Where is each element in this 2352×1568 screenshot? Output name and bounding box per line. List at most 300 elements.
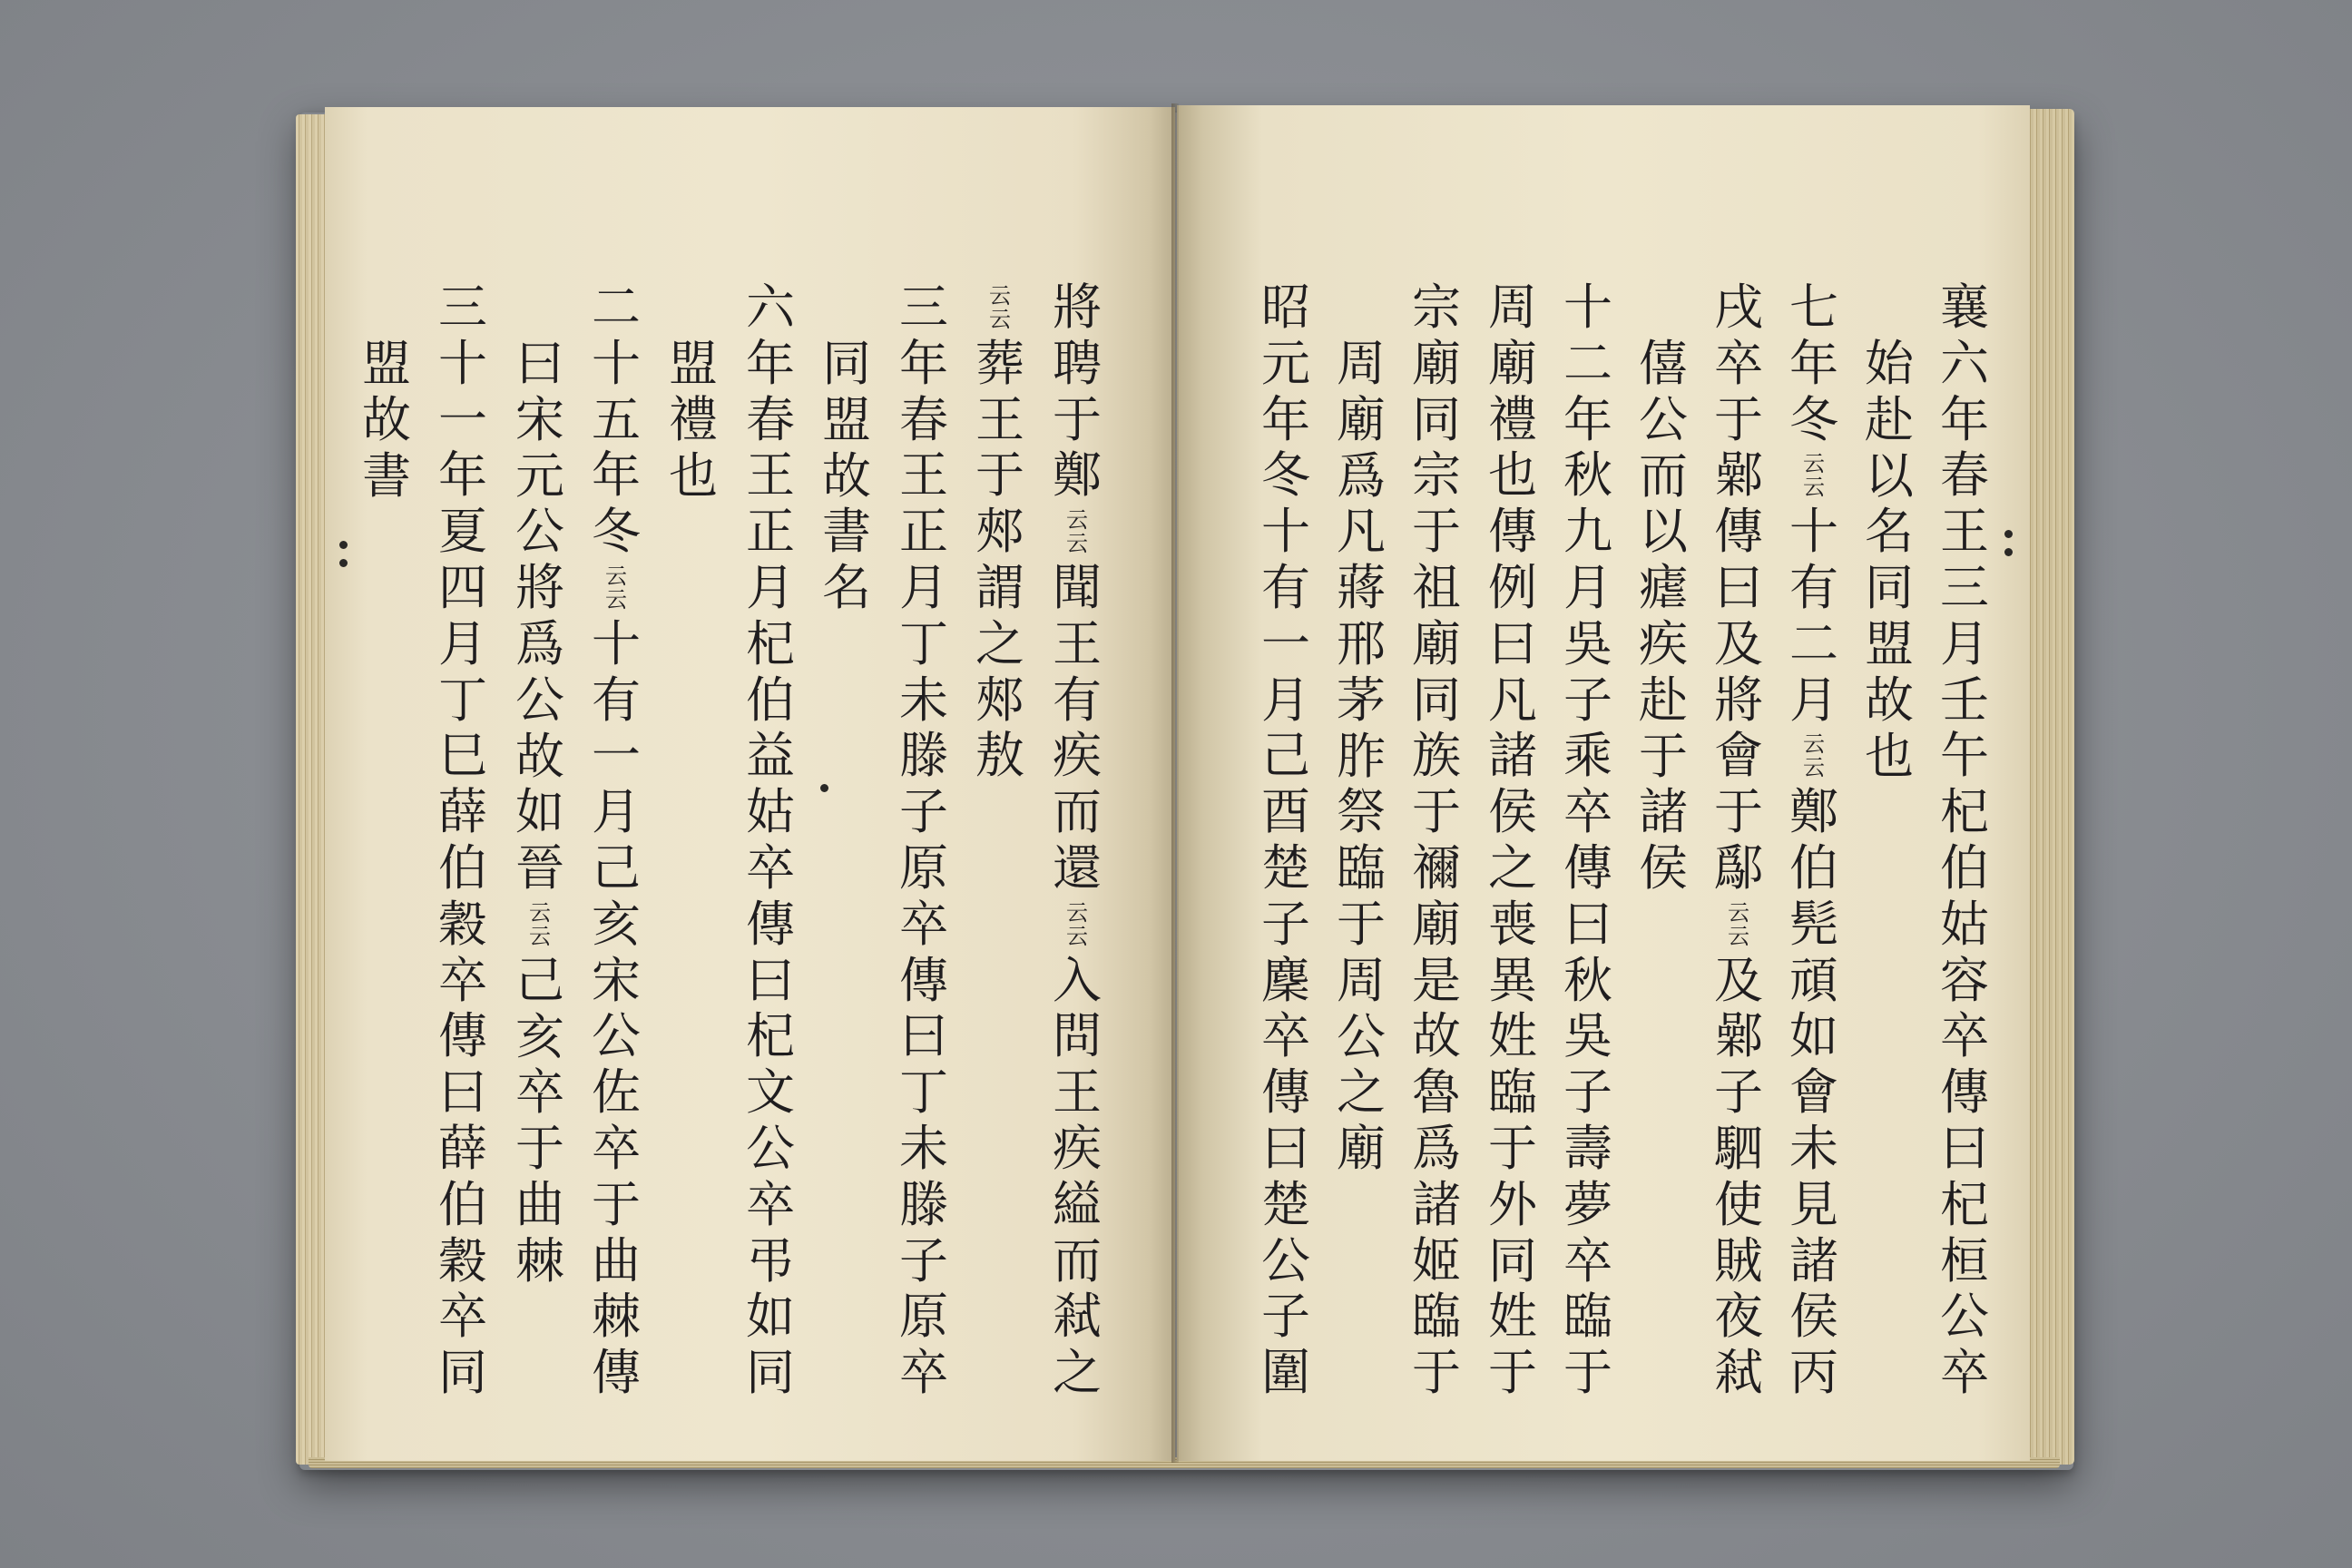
- character: 鄭: [1789, 783, 1838, 841]
- character: 諸: [1789, 1231, 1838, 1289]
- character: 丁: [899, 614, 948, 672]
- character: 以: [1865, 446, 1914, 505]
- text-column: [358, 336, 415, 504]
- character: 子: [1714, 1063, 1763, 1122]
- character: 原: [899, 838, 948, 897]
- character: 將: [1714, 671, 1763, 729]
- character: 姬: [1412, 1231, 1461, 1289]
- character: 如: [1789, 1007, 1838, 1065]
- character: 于: [515, 1120, 564, 1178]
- character: 王: [899, 446, 948, 505]
- character: 杞: [1940, 1175, 1989, 1233]
- character: 于: [1639, 727, 1688, 785]
- character: 傳: [438, 1007, 487, 1065]
- character: 子: [899, 783, 948, 841]
- text-column: [1936, 279, 1993, 1401]
- character: 而: [1639, 446, 1688, 505]
- character: 名: [1865, 503, 1914, 561]
- character: 圍: [1261, 1344, 1310, 1402]
- character: 傳: [592, 1344, 641, 1402]
- character: 亥: [592, 895, 641, 953]
- character: 廟: [1412, 895, 1461, 953]
- character: 十: [1563, 279, 1612, 336]
- character: 春: [899, 390, 948, 448]
- character: 侯: [1789, 1288, 1838, 1346]
- character: 壽: [1563, 1119, 1612, 1177]
- text-column: [1485, 279, 1541, 1401]
- character: 年: [746, 334, 795, 392]
- character: 會: [1714, 727, 1763, 785]
- character: 之: [1053, 1344, 1102, 1402]
- character: 名: [822, 559, 871, 617]
- character: 丙: [1789, 1344, 1838, 1402]
- character: 于: [1412, 1344, 1461, 1402]
- character: 公: [1639, 390, 1688, 448]
- character: 午: [1940, 727, 1989, 785]
- character: 于: [975, 446, 1024, 505]
- character: 薛: [438, 783, 487, 841]
- character: 同: [822, 335, 871, 392]
- character: 姓: [1488, 1007, 1537, 1065]
- character: 鄵: [1714, 446, 1763, 505]
- character: 祭: [1337, 783, 1386, 841]
- character: 棘: [515, 1231, 564, 1289]
- character: 王: [1053, 614, 1102, 672]
- character: 卒: [746, 838, 795, 897]
- character: 疾: [1053, 727, 1102, 785]
- left-page: [325, 107, 1175, 1461]
- character: 卒: [1940, 1344, 1989, 1402]
- character: 之: [975, 614, 1024, 672]
- ink-dot: [2004, 530, 2013, 538]
- character: 子: [899, 1231, 948, 1289]
- character: 于: [1714, 783, 1763, 841]
- character: 傳: [899, 951, 948, 1009]
- character: 滕: [899, 1175, 948, 1233]
- character: 卒: [1714, 334, 1763, 392]
- character: 爲: [1412, 1119, 1461, 1177]
- character: 月: [1789, 671, 1838, 729]
- character: 郟: [975, 503, 1024, 561]
- character: 赴: [1639, 671, 1688, 729]
- character: 之: [1488, 838, 1537, 897]
- character: 穀: [438, 895, 487, 953]
- ink-dot: [339, 541, 348, 549]
- text-column: [1710, 279, 1767, 1401]
- character: 于: [1337, 895, 1386, 953]
- character: 夜: [1714, 1288, 1763, 1346]
- character: 年: [1789, 334, 1838, 392]
- character: 年: [1940, 390, 1989, 448]
- abbreviation-mark: 云云: [1803, 451, 1825, 501]
- character: 于: [1714, 390, 1763, 448]
- character: 于: [1563, 1344, 1612, 1402]
- character: 卒: [746, 1175, 795, 1233]
- character: 卒: [515, 1063, 564, 1122]
- character: 魯: [1412, 1063, 1461, 1122]
- abbreviation-mark: 云云: [1066, 507, 1088, 557]
- ink-dot: [820, 784, 828, 792]
- character: 還: [1053, 838, 1102, 897]
- character: 也: [669, 446, 718, 505]
- character: 盟: [669, 335, 718, 392]
- character: 傳: [1261, 1063, 1310, 1122]
- character: 丁: [899, 1063, 948, 1122]
- character: 凡: [1488, 671, 1537, 729]
- character: 伯: [438, 838, 487, 897]
- character: 曰: [1940, 1119, 1989, 1177]
- character: 襄: [1940, 279, 1989, 336]
- text-column: [818, 336, 875, 616]
- text-column: [1408, 279, 1465, 1401]
- character: 月: [1940, 614, 1989, 672]
- character: 始: [1865, 335, 1914, 392]
- character: 月: [1261, 671, 1310, 729]
- ink-dot: [2004, 548, 2013, 556]
- character: 禰: [1412, 838, 1461, 897]
- character: 禮: [1488, 390, 1537, 448]
- character: 秋: [1563, 446, 1612, 505]
- ink-dot: [339, 559, 348, 567]
- character: 謂: [975, 558, 1024, 616]
- character: 禮: [669, 390, 718, 448]
- character: 年: [899, 334, 948, 392]
- character: 月: [438, 614, 487, 672]
- character: 麇: [1261, 951, 1310, 1009]
- character: 四: [438, 558, 487, 616]
- character: 一: [1261, 614, 1310, 672]
- character: 鄬: [1714, 838, 1763, 897]
- character: 諸: [1488, 727, 1537, 785]
- text-column: [1635, 336, 1691, 897]
- character: 宋: [592, 951, 641, 1009]
- character: 茅: [1337, 671, 1386, 729]
- character: 二: [1563, 334, 1612, 392]
- character: 三: [899, 279, 948, 336]
- character: 有: [1053, 671, 1102, 729]
- character: 二: [592, 279, 641, 336]
- character: 于: [1053, 390, 1102, 448]
- character: 及: [1714, 951, 1763, 1009]
- character: 弔: [746, 1231, 795, 1289]
- character: 宗: [1412, 446, 1461, 505]
- character: 將: [515, 559, 564, 617]
- character: 姓: [1488, 1288, 1537, 1346]
- character: 己: [1261, 727, 1310, 785]
- character: 公: [515, 671, 564, 729]
- character: 戌: [1714, 279, 1763, 336]
- character: 年: [1563, 390, 1612, 448]
- character: 元: [515, 446, 564, 505]
- character: 以: [1639, 503, 1688, 561]
- character: 五: [592, 390, 641, 448]
- character: 年: [438, 446, 487, 505]
- character: 七: [1789, 279, 1838, 336]
- character: 同: [438, 1344, 487, 1402]
- character: 王: [1940, 503, 1989, 561]
- character: 曰: [1563, 895, 1612, 953]
- character: 盟: [362, 335, 411, 392]
- character: 如: [515, 783, 564, 841]
- character: 也: [1865, 727, 1914, 785]
- character: 將: [1053, 279, 1102, 336]
- character: 卒: [1261, 1007, 1310, 1065]
- character: 子: [1563, 1063, 1612, 1122]
- character: 例: [1488, 558, 1537, 616]
- character: 杞: [1940, 783, 1989, 841]
- character: 春: [746, 390, 795, 448]
- character: 楚: [1261, 1175, 1310, 1233]
- character: 敖: [975, 727, 1024, 785]
- character: 原: [899, 1288, 948, 1346]
- character: 凡: [1337, 503, 1386, 561]
- character: 三: [438, 279, 487, 336]
- character: 也: [1488, 446, 1537, 505]
- character: 爲: [1337, 446, 1386, 505]
- character: 廟: [1488, 334, 1537, 392]
- character: 疾: [1053, 1119, 1102, 1177]
- character: 卒: [1563, 1231, 1612, 1289]
- character: 元: [1261, 334, 1310, 392]
- character: 公: [746, 1119, 795, 1177]
- character: 廟: [1337, 390, 1386, 448]
- character: 巳: [438, 727, 487, 785]
- character: 傳: [746, 895, 795, 953]
- character: 杞: [746, 1007, 795, 1065]
- character: 伯: [1940, 838, 1989, 897]
- character: 伯: [438, 1175, 487, 1233]
- character: 曰: [899, 1007, 948, 1065]
- character: 諸: [1412, 1175, 1461, 1233]
- book-fore-edge-right: [2027, 109, 2074, 1465]
- text-column: [1049, 279, 1105, 1401]
- character: 六: [746, 279, 795, 336]
- character: 駟: [1714, 1119, 1763, 1177]
- character: 姑: [746, 783, 795, 841]
- character: 公: [1337, 1007, 1386, 1065]
- character: 邢: [1337, 614, 1386, 672]
- character: 宗: [1412, 279, 1461, 336]
- character: 諸: [1639, 783, 1688, 841]
- character: 曰: [438, 1063, 487, 1122]
- character: 宋: [515, 390, 564, 448]
- character: 佐: [592, 1063, 641, 1122]
- character: 同: [1865, 559, 1914, 617]
- character: 月: [746, 558, 795, 616]
- character: 卒: [438, 1288, 487, 1346]
- character: 見: [1789, 1175, 1838, 1233]
- character: 廟: [1412, 334, 1461, 392]
- character: 鄭: [1053, 446, 1102, 505]
- character: 于: [1488, 1344, 1537, 1402]
- text-column: [1560, 279, 1616, 1401]
- text-column: [1258, 279, 1314, 1401]
- character: 故: [1412, 1007, 1461, 1065]
- character: 未: [899, 671, 948, 729]
- character: 是: [1412, 951, 1461, 1009]
- character: 卒: [1563, 783, 1612, 841]
- character: 卒: [592, 1119, 641, 1177]
- character: 未: [899, 1119, 948, 1177]
- character: 曰: [746, 951, 795, 1009]
- character: 瘧: [1639, 559, 1688, 617]
- character: 故: [822, 446, 871, 505]
- character: 故: [515, 727, 564, 785]
- character: 伯: [1789, 838, 1838, 897]
- character: 六: [1940, 334, 1989, 392]
- character: 周: [1337, 951, 1386, 1009]
- text-column: [665, 336, 721, 504]
- character: 臨: [1563, 1288, 1612, 1346]
- character: 滕: [899, 727, 948, 785]
- character: 蔣: [1337, 559, 1386, 617]
- character: 姑: [1940, 895, 1989, 953]
- character: 月: [1563, 558, 1612, 616]
- character: 祖: [1412, 558, 1461, 616]
- character: 傳: [1563, 838, 1612, 897]
- character: 書: [822, 503, 871, 561]
- character: 公: [1261, 1231, 1310, 1289]
- character: 赴: [1865, 390, 1914, 448]
- character: 廟: [1337, 1120, 1386, 1178]
- character: 頑: [1789, 951, 1838, 1009]
- text-column: [588, 279, 644, 1401]
- character: 有: [1261, 558, 1310, 616]
- character: 異: [1488, 951, 1537, 1009]
- character: 夢: [1563, 1175, 1612, 1233]
- character: 傳: [1714, 503, 1763, 561]
- text-column: [896, 279, 952, 1401]
- character: 桓: [1940, 1231, 1989, 1289]
- character: 十: [1261, 503, 1310, 561]
- character: 年: [592, 446, 641, 505]
- book-fore-edge-left: [296, 114, 327, 1465]
- text-column: [742, 279, 799, 1401]
- character: 于: [592, 1175, 641, 1233]
- character: 十: [592, 334, 641, 392]
- character: 傳: [1940, 1063, 1989, 1122]
- character: 曰: [1714, 558, 1763, 616]
- text-column: [972, 279, 1028, 784]
- character: 三: [1940, 558, 1989, 616]
- character: 盟: [1865, 614, 1914, 672]
- character: 書: [362, 446, 411, 505]
- character: 盟: [822, 390, 871, 448]
- character: 吳: [1563, 1007, 1612, 1065]
- text-column: [1861, 336, 1917, 784]
- text-column: [1333, 336, 1389, 1177]
- character: 月: [899, 558, 948, 616]
- character: 益: [746, 727, 795, 785]
- character: 子: [1563, 671, 1612, 729]
- character: 公: [1940, 1288, 1989, 1346]
- text-column: [435, 279, 491, 1401]
- abbreviation-mark: 云云: [989, 283, 1011, 332]
- character: 酉: [1261, 783, 1310, 841]
- character: 周: [1488, 279, 1537, 336]
- character: 九: [1563, 503, 1612, 561]
- character: 一: [592, 727, 641, 785]
- book-gutter: [1171, 103, 1179, 1463]
- character: 十: [438, 334, 487, 392]
- character: 棘: [592, 1288, 641, 1346]
- character: 吳: [1563, 614, 1612, 672]
- character: 冬: [1789, 390, 1838, 448]
- character: 伯: [746, 671, 795, 729]
- character: 族: [1412, 727, 1461, 785]
- character: 入: [1053, 951, 1102, 1009]
- character: 廟: [1412, 614, 1461, 672]
- character: 鄵: [1714, 1007, 1763, 1065]
- abbreviation-mark: 云云: [1728, 899, 1749, 949]
- character: 于: [1412, 783, 1461, 841]
- character: 周: [1337, 335, 1386, 392]
- character: 外: [1488, 1175, 1537, 1233]
- character: 髡: [1789, 895, 1838, 953]
- character: 卒: [1940, 1007, 1989, 1065]
- character: 縊: [1053, 1175, 1102, 1233]
- character: 晉: [515, 839, 564, 897]
- character: 聞: [1053, 558, 1102, 616]
- character: 夏: [438, 503, 487, 561]
- abbreviation-mark: 云云: [1066, 899, 1088, 949]
- abbreviation-mark: 云云: [529, 899, 551, 949]
- character: 僖: [1639, 335, 1688, 392]
- character: 己: [515, 951, 564, 1009]
- character: 杞: [746, 614, 795, 672]
- character: 而: [1053, 783, 1102, 841]
- character: 子: [1261, 895, 1310, 953]
- character: 及: [1714, 614, 1763, 672]
- character: 十: [1789, 503, 1838, 561]
- text-column: [512, 336, 568, 1289]
- character: 文: [746, 1063, 795, 1122]
- character: 秋: [1563, 951, 1612, 1009]
- character: 同: [1412, 390, 1461, 448]
- character: 乘: [1563, 727, 1612, 785]
- character: 會: [1789, 1063, 1838, 1122]
- character: 一: [438, 390, 487, 448]
- character: 侯: [1639, 839, 1688, 897]
- character: 卒: [899, 895, 948, 953]
- character: 有: [592, 671, 641, 729]
- character: 薛: [438, 1119, 487, 1177]
- character: 容: [1940, 951, 1989, 1009]
- character: 疾: [1639, 614, 1688, 672]
- character: 弒: [1053, 1288, 1102, 1346]
- character: 王: [746, 446, 795, 505]
- character: 曰: [1488, 614, 1537, 672]
- character: 春: [1940, 446, 1989, 505]
- character: 于: [1412, 503, 1461, 561]
- character: 如: [746, 1288, 795, 1346]
- character: 使: [1714, 1175, 1763, 1233]
- character: 月: [592, 783, 641, 841]
- character: 同: [1412, 671, 1461, 729]
- character: 問: [1053, 1007, 1102, 1065]
- character: 公: [592, 1007, 641, 1065]
- character: 傳: [1488, 503, 1537, 561]
- character: 故: [1865, 671, 1914, 729]
- character: 冬: [592, 503, 641, 561]
- character: 侯: [1488, 783, 1537, 841]
- character: 公: [515, 503, 564, 561]
- character: 曰: [515, 335, 564, 392]
- character: 己: [592, 838, 641, 897]
- character: 聘: [1053, 334, 1102, 392]
- character: 正: [746, 503, 795, 561]
- character: 喪: [1488, 895, 1537, 953]
